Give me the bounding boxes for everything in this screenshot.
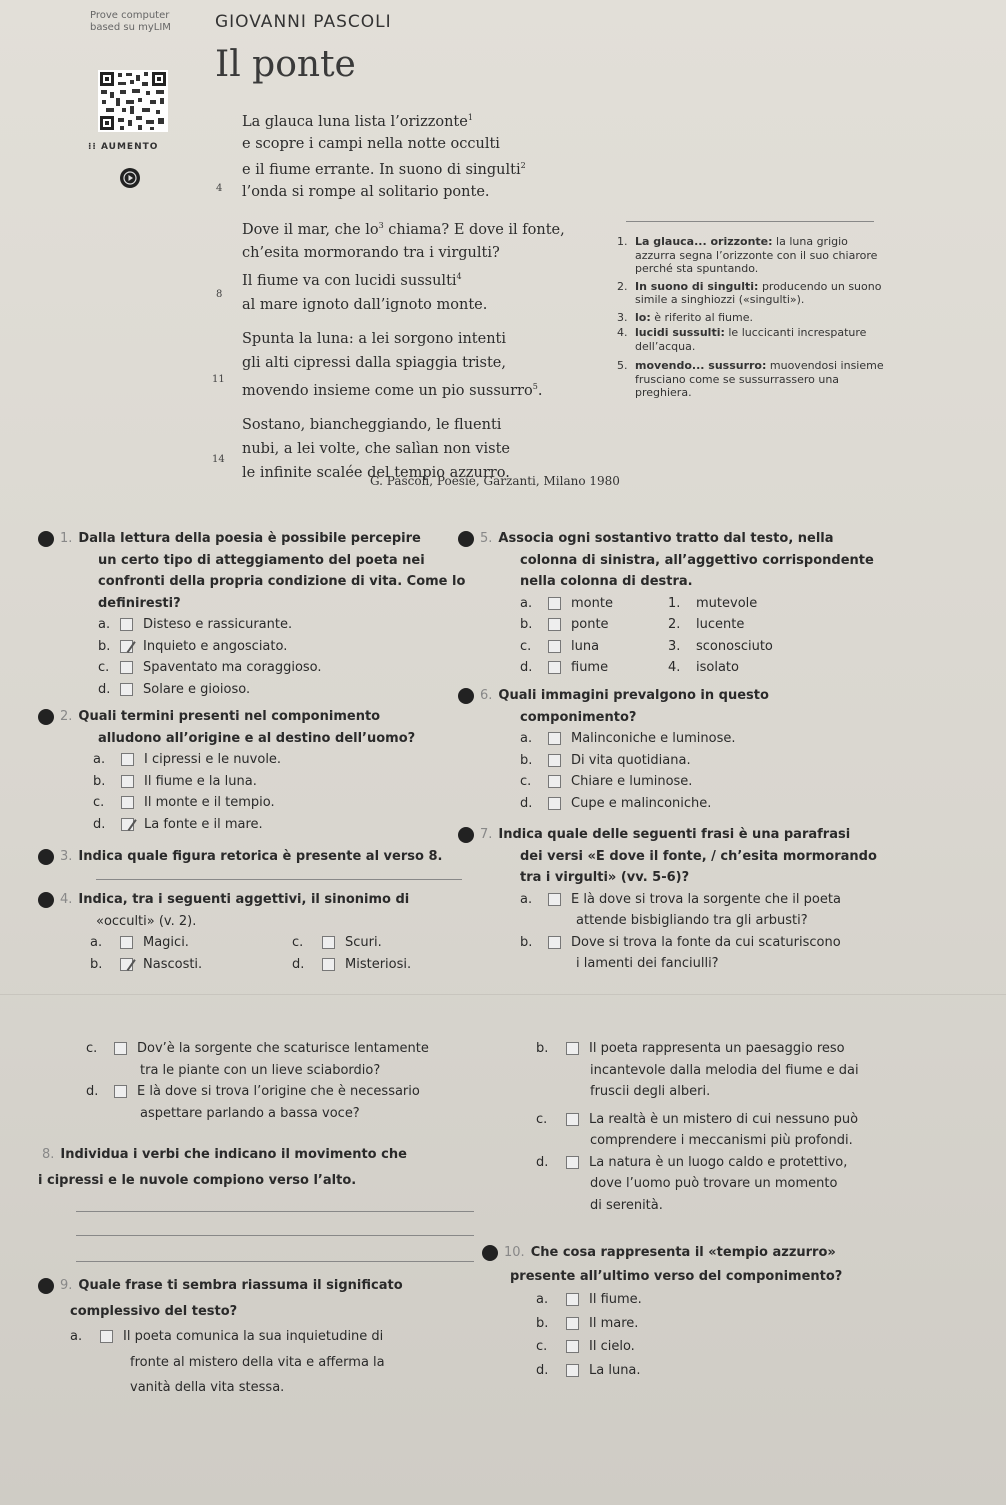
checkbox[interactable] — [548, 640, 561, 653]
poem-title: Il ponte — [215, 44, 356, 85]
answer-option[interactable]: b. Di vita quotidiana. — [520, 752, 691, 768]
poem-line: l’onda si rompe al solitario ponte. — [242, 183, 490, 200]
question-4: 4. Indica, tra i seguenti aggettivi, il sinonimo di «occulti» (v. 2). a. Magici. b. Nascosti. c. Scuri. d. Misteriosi. — [38, 889, 478, 975]
answer-option[interactable]: c. Il monte e il tempio. — [93, 795, 275, 810]
match-item-left[interactable]: b. ponte — [520, 617, 609, 632]
answer-option[interactable]: d. La fonte e il mare. — [93, 816, 263, 832]
answer-option[interactable]: d. Misteriosi. — [292, 956, 412, 972]
series-label — [90, 10, 171, 34]
footnote: 2. In suono di singulti: producendo un suono simile a singhiozzi («singulti»). — [617, 279, 882, 306]
checkbox[interactable] — [120, 661, 133, 674]
answer-option[interactable]: b. Il fiume e la luna. — [93, 773, 257, 789]
question-text: colonna di sinistra, all’aggettivo corrispondente — [520, 552, 874, 568]
question-marker-icon — [458, 688, 474, 704]
poem-line: al mare ignoto dall’ignoto monte. — [242, 297, 488, 314]
checkbox[interactable] — [548, 732, 561, 745]
checkbox-checked[interactable] — [120, 640, 133, 653]
line-number: 4 — [216, 183, 223, 194]
checkbox[interactable] — [566, 1317, 579, 1330]
footnotes — [617, 235, 885, 400]
line-number: 14 — [212, 454, 225, 465]
match-item-left[interactable]: d. fiume — [520, 660, 609, 675]
checkbox-checked[interactable] — [120, 958, 133, 971]
aumento-label — [88, 142, 158, 152]
checkbox[interactable] — [114, 1042, 127, 1055]
checkbox[interactable] — [566, 1364, 579, 1377]
answer-option[interactable]: a. Magici. — [90, 935, 189, 950]
answer-option-text: comprendere i meccanismi più profondi. — [590, 1133, 853, 1148]
checkbox[interactable] — [121, 775, 134, 788]
poem-line: Sostano, biancheggiando, le fluenti — [242, 417, 502, 434]
question-marker-icon — [482, 1245, 498, 1261]
checkbox[interactable] — [120, 618, 133, 631]
answer-option[interactable]: c. Spaventato ma coraggioso. — [98, 660, 322, 675]
question-6: 6. Quali immagini prevalgono in questo componimento? a. Malinconiche e luminose. b. Di vita quotidiana. c. Chiare e luminose. d. Cupe e malinconiche. — [458, 685, 978, 814]
question-text: Dalla lettura della poesia è possibile percepire — [78, 531, 421, 546]
aumento-text: AUMENTO — [100, 142, 159, 152]
qr-code-icon[interactable] — [98, 70, 168, 132]
match-item-left[interactable]: c. luna — [520, 638, 600, 654]
question-text: Quali immagini prevalgono in questo — [498, 688, 769, 703]
answer-option-text: incantevole dalla melodia del fiume e dai — [590, 1062, 859, 1078]
question-text: Associa ogni sostantivo tratto dal testo, nella — [498, 531, 834, 546]
question-text: Quali termini presenti nel componimento — [78, 709, 381, 724]
answer-option-text: vanità della vita stessa. — [130, 1380, 285, 1395]
question-10: 10. Che cosa rappresenta il «tempio azzurro» presente all’ultimo verso del componimento? a. Il fiume. b. Il mare. c. Il cielo. d. La luna. — [482, 1242, 982, 1381]
question-marker-icon — [458, 531, 474, 547]
question-text: dei versi «E dove il fonte, / ch’esita mormorando — [520, 848, 877, 864]
answer-option-text: di serenità. — [590, 1197, 663, 1213]
question-7-continued — [86, 1038, 506, 1124]
notes-divider — [626, 220, 874, 222]
question-text: un certo tipo di atteggiamento del poeta nei — [98, 552, 425, 568]
answer-option-text: aspettare parlando a bassa voce? — [140, 1105, 360, 1121]
answer-option-text: fronte al mistero della vita e afferma la — [130, 1354, 385, 1370]
checkbox[interactable] — [322, 936, 335, 949]
checkbox[interactable] — [548, 661, 561, 674]
checkbox[interactable] — [548, 775, 561, 788]
question-text: definiresti? — [98, 595, 181, 611]
answer-line[interactable] — [76, 1260, 474, 1262]
footnote: 5. movendo... sussurro: muovendosi insieme frusciano come se sussurrassero una preghiera. — [617, 359, 884, 399]
question-8: 8. Individua i verbi che indicano il movimento che i cipressi e le nuvole compiono verso l’alto. — [38, 1144, 478, 1191]
poem-line: e scopre i campi nella notte occulti — [242, 135, 500, 152]
answer-line[interactable] — [76, 1210, 474, 1212]
answer-option[interactable]: d. E là dove si trova l’origine che è necessario — [86, 1084, 420, 1099]
answer-option[interactable]: d. La natura è un luogo caldo e protettivo, — [536, 1154, 848, 1170]
checkbox[interactable] — [548, 597, 561, 610]
question-9: 9. Quale frase ti sembra riassuma il significato complessivo del testo? a. Il poeta comunica la sua inquietudine di fronte al mistero della vita e afferma la vanità della vita stessa. — [38, 1275, 478, 1399]
checkbox-checked[interactable] — [121, 818, 134, 831]
checkbox[interactable] — [548, 936, 561, 949]
match-item-right: 1. mutevole — [668, 595, 758, 611]
series-line-1: Prove computer — [90, 10, 170, 21]
play-icon[interactable] — [120, 168, 140, 188]
poem-line: movendo insieme come un pio sussurro$^5$. — [242, 382, 543, 400]
match-item-right: 2. lucente — [668, 617, 745, 632]
answer-option[interactable]: c. Dov’è la sorgente che scaturisce lentamente — [86, 1041, 429, 1056]
footnote: 4. lucidi sussulti: le luccicanti increspature dell’acqua. — [617, 326, 867, 353]
checkbox[interactable] — [114, 1085, 127, 1098]
line-number: 8 — [216, 289, 223, 300]
question-2: 2. Quali termini presenti nel componimento alludono all’origine e al destino dell’uomo? a. I cipressi e le nuvole. b. Il fiume e la luna. c. Il monte e il tempio. d. La fonte e il mare. — [38, 706, 478, 835]
question-text: i cipressi e le nuvole compiono verso l’alto. — [38, 1172, 357, 1188]
answer-option-text: fruscii degli alberi. — [590, 1084, 711, 1099]
answer-option[interactable]: c. Il cielo. — [536, 1339, 635, 1354]
series-line-2: based su myLIM — [90, 22, 171, 33]
poem-line: e il fiume errante. In suono di singulti$^2$ — [242, 160, 526, 178]
checkbox[interactable] — [100, 1330, 113, 1343]
line-number: 11 — [212, 374, 225, 385]
answer-option[interactable]: a. Il fiume. — [536, 1292, 642, 1307]
answer-option[interactable]: a. E là dove si trova la sorgente che il poeta — [520, 891, 841, 907]
question-9-continued — [536, 1038, 986, 1216]
checkbox[interactable] — [120, 683, 133, 696]
checkbox[interactable] — [120, 936, 133, 949]
match-item-right: 4. isolato — [668, 660, 739, 675]
author-name: GIOVANNI PASCOLI — [215, 12, 392, 32]
question-text: Quale frase ti sembra riassuma il significato — [78, 1278, 403, 1293]
footnote: 1. La glauca... orizzonte: la luna grigio azzurra segna l’orizzonte con il suo chiarore perché sta spuntando. — [617, 235, 878, 275]
question-text: Indica quale figura retorica è presente al verso 8. — [78, 849, 443, 864]
poem-text — [242, 108, 565, 483]
question-text: complessivo del testo? — [70, 1303, 238, 1319]
poem-line: ch’esita mormorando tra i virgulti? — [242, 245, 500, 262]
poem-line: nubi, a lei volte, che salìan non viste — [242, 441, 511, 458]
question-text: tra i virgulti» (vv. 5-6)? — [520, 870, 690, 885]
question-text: nella colonna di destra. — [520, 574, 693, 589]
question-text: Che cosa rappresenta il «tempio azzurro» — [530, 1245, 836, 1260]
checkbox[interactable] — [121, 753, 134, 766]
answer-line[interactable] — [76, 1234, 474, 1236]
question-text: Indica quale delle seguenti frasi è una parafrasi — [498, 827, 851, 842]
question-text: «occulti» (v. 2). — [96, 913, 197, 929]
question-marker-icon — [38, 892, 54, 908]
question-marker-icon — [38, 531, 54, 547]
answer-option[interactable]: d. Solare e gioioso. — [98, 681, 251, 697]
answer-option[interactable]: b. Dove si trova la fonte da cui scaturiscono — [520, 934, 841, 950]
question-text: confronti della propria condizione di vita. Come lo — [98, 574, 466, 589]
answer-option[interactable]: c. Chiare e luminose. — [520, 774, 693, 789]
question-text: alludono all’origine e al destino dell’uomo? — [98, 730, 416, 746]
checkbox[interactable] — [548, 618, 561, 631]
answer-option-text: attende bisbigliando tra gli arbusti? — [576, 913, 808, 928]
answer-option[interactable]: a. Disteso e rassicurante. — [98, 617, 293, 632]
question-7: 7. Indica quale delle seguenti frasi è una parafrasi dei versi «E dove il fonte, / ch’esita mormorando tra i virgulti» (vv. 5-6)? a. E là dove si trova la sorgente che il poeta attende bisbigliando tra gli arbusti? b. Dove si trova la fonte da cui scaturiscono i lamenti dei fanciulli? — [458, 824, 978, 975]
page-divider — [0, 994, 1006, 995]
checkbox[interactable] — [566, 1293, 579, 1306]
poem-line: Spunta la luna: a lei sorgono intenti — [242, 331, 507, 348]
answer-option[interactable]: b. Nascosti. — [90, 956, 203, 972]
question-5: 5. Associa ogni sostantivo tratto dal testo, nella colonna di sinistra, all’aggettivo corrispondente nella colonna di destra. a. monte b. ponte c. luna d. fiume 1. mutevole 2. lucente 3. sconosciuto 4. isolato — [458, 528, 978, 679]
checkbox[interactable] — [548, 754, 561, 767]
answer-option-text: dove l’uomo può trovare un momento — [590, 1176, 838, 1191]
poem-line: Il fiume va con lucidi sussulti$^4$ — [242, 272, 462, 290]
question-text: presente all’ultimo verso del componimento? — [510, 1268, 843, 1284]
match-item-left[interactable]: a. monte — [520, 595, 613, 611]
question-text: Individua i verbi che indicano il movimento che — [60, 1147, 407, 1162]
checkbox[interactable] — [548, 893, 561, 906]
question-marker-icon — [38, 1278, 54, 1294]
question-marker-icon — [38, 709, 54, 725]
checkbox[interactable] — [566, 1113, 579, 1126]
question-text: componimento? — [520, 709, 637, 725]
poem-source: G. Pascoli, Poesie, Garzanti, Milano 1980 — [370, 474, 620, 488]
poem-line: gli alti cipressi dalla spiaggia triste, — [242, 355, 506, 372]
checkbox[interactable] — [548, 797, 561, 810]
poem-line: le infinite scalée del tempio azzurro. — [242, 465, 510, 482]
checkbox[interactable] — [121, 796, 134, 809]
checkbox[interactable] — [566, 1340, 579, 1353]
answer-option[interactable]: b. Inquieto e angosciato. — [98, 638, 288, 654]
footnote: 3. lo: è riferito al fiume. — [617, 310, 754, 324]
checkbox[interactable] — [566, 1042, 579, 1055]
poem-line: Dove il mar, che $lo^3$ chiama? E dove il fonte, — [242, 220, 565, 238]
question-text: Indica, tra i seguenti aggettivi, il sinonimo di — [78, 892, 410, 907]
question-1: 1. Dalla lettura della poesia è possibile percepire un certo tipo di atteggiamento del poeta nei confronti della propria condizione di vita. Come lo definiresti? a. Disteso e rassicurante. b. Inquieto e angosciato. c. Spaventato ma coraggioso. d. Solare e gioioso. — [38, 528, 478, 700]
answer-line[interactable] — [96, 878, 462, 880]
answer-option[interactable]: c. Scuri. — [292, 935, 382, 950]
answer-option[interactable]: d. Cupe e malinconiche. — [520, 795, 712, 811]
question-3: 3. Indica quale figura retorica è presente al verso 8. — [38, 846, 478, 868]
match-item-right: 3. sconosciuto — [668, 638, 773, 654]
poem-line: La glauca luna lista l’orizzonte$^1$ — [242, 113, 473, 130]
checkbox[interactable] — [322, 958, 335, 971]
answer-option[interactable]: d. La luna. — [536, 1362, 641, 1378]
question-marker-icon — [38, 849, 54, 865]
answer-option[interactable]: a. Il poeta comunica la sua inquietudine di — [70, 1329, 384, 1344]
answer-option[interactable]: b. Il mare. — [536, 1315, 639, 1331]
aumento-icon: ⁝⁝ — [88, 142, 97, 152]
answer-option[interactable]: c. La realtà è un mistero di cui nessuno può — [536, 1111, 859, 1127]
answer-option[interactable]: a. I cipressi e le nuvole. — [93, 752, 282, 767]
answer-option[interactable]: b. Il poeta rappresenta un paesaggio reso — [536, 1041, 845, 1056]
answer-option-text: tra le piante con un lieve sciabordio? — [140, 1062, 381, 1078]
answer-option-text: i lamenti dei fanciulli? — [576, 956, 719, 971]
checkbox[interactable] — [566, 1156, 579, 1169]
question-marker-icon — [458, 827, 474, 843]
answer-option[interactable]: a. Malinconiche e luminose. — [520, 731, 736, 746]
